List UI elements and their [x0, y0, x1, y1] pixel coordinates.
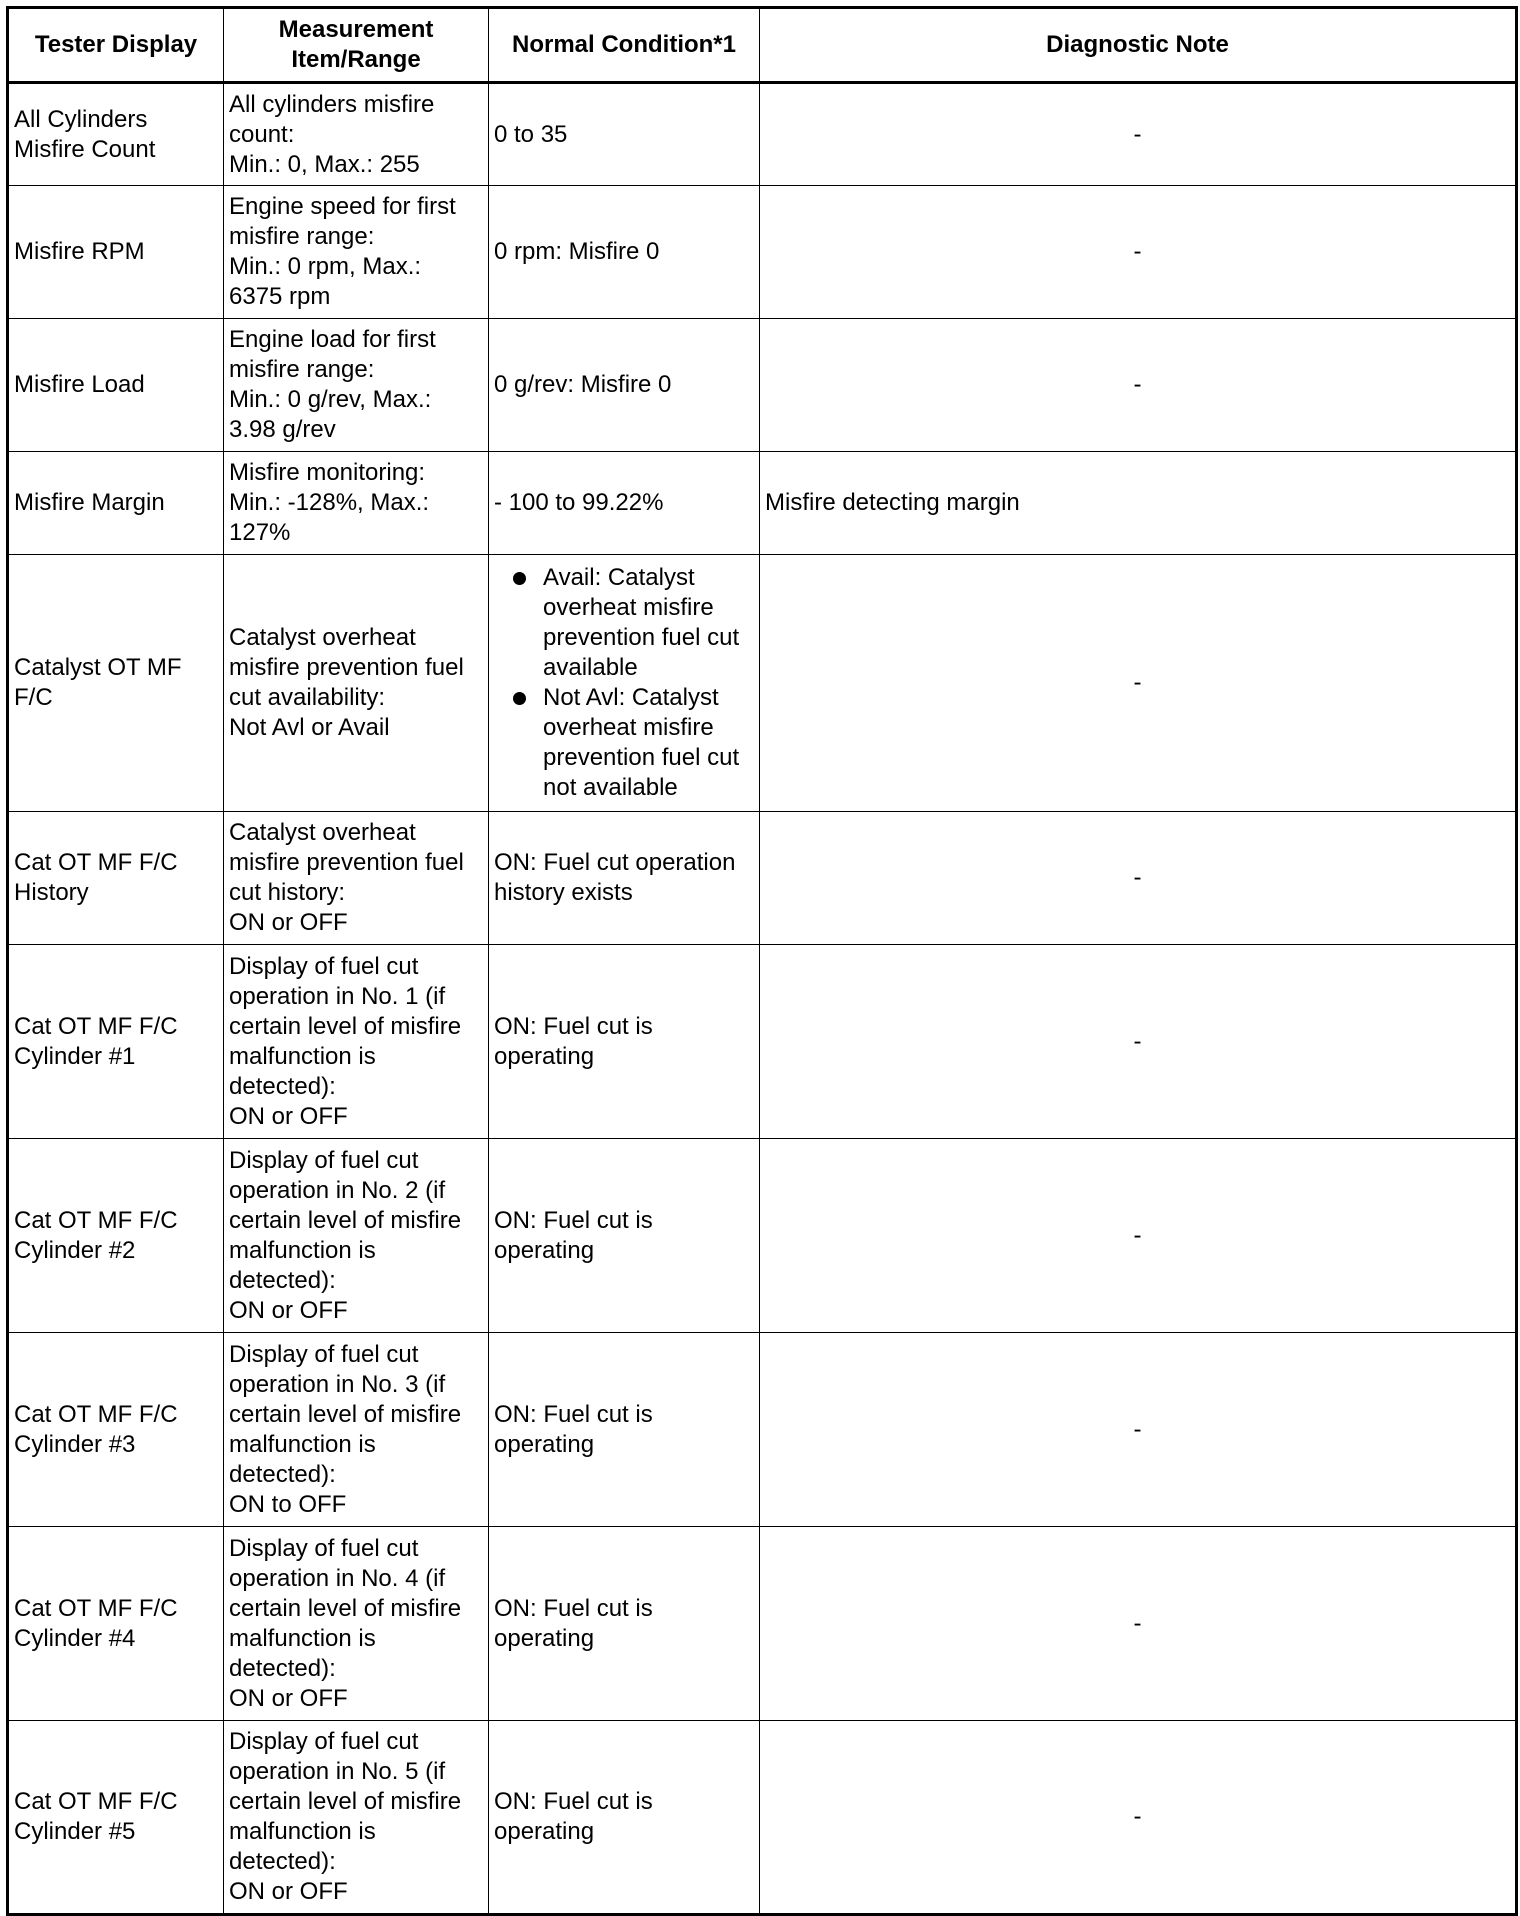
table-row [8, 83, 1517, 186]
header-tester-display: Tester Display [8, 8, 224, 83]
normal-condition-cell: ON: Fuel cut is operating [489, 1139, 760, 1333]
tester-display-cell: Misfire Load [8, 319, 224, 452]
diagnostic-note-cell: - [760, 555, 1517, 812]
list-item [494, 683, 754, 803]
measurement-cell: Display of fuel cut operation in No. 2 (if certain level of misfire malfunction is detected): ON or OFF [224, 1139, 489, 1333]
diagnostic-note-cell: - [760, 1139, 1517, 1333]
tester-display-cell: Catalyst OT MF F/C [8, 555, 224, 812]
measurement-cell: All cylinders misfire count: Min.: 0, Max.: 255 [224, 83, 489, 186]
table-row [8, 945, 1517, 1139]
bullet-icon [513, 572, 526, 585]
table-header [8, 8, 1517, 83]
header-measurement-item-range: Measurement Item/Range [224, 8, 489, 83]
tester-display-cell: Cat OT MF F/C Cylinder #4 [8, 1527, 224, 1721]
table-row [8, 1721, 1517, 1915]
measurement-cell: Catalyst overheat misfire prevention fuel cut history: ON or OFF [224, 812, 489, 945]
normal-condition-cell: 0 rpm: Misfire 0 [489, 186, 760, 319]
measurement-cell: Display of fuel cut operation in No. 3 (if certain level of misfire malfunction is detected): ON to OFF [224, 1333, 489, 1527]
table-row [8, 555, 1517, 812]
tester-display-cell: Cat OT MF F/C History [8, 812, 224, 945]
data-list-table [6, 6, 1518, 1916]
table-body [8, 83, 1517, 1915]
normal-condition-cell: - 100 to 99.22% [489, 452, 760, 555]
table-row [8, 319, 1517, 452]
list-item-text: Not Avl: Catalyst overheat misfire prevention fuel cut not available [543, 684, 740, 801]
normal-condition-cell [489, 555, 760, 812]
normal-condition-cell: ON: Fuel cut is operating [489, 1333, 760, 1527]
diagnostic-note-cell: - [760, 812, 1517, 945]
measurement-cell: Display of fuel cut operation in No. 5 (if certain level of misfire malfunction is detected): ON or OFF [224, 1721, 489, 1915]
diagnostic-note-cell: - [760, 945, 1517, 1139]
table-row [8, 1527, 1517, 1721]
measurement-cell: Engine speed for first misfire range: Min.: 0 rpm, Max.: 6375 rpm [224, 186, 489, 319]
tester-display-cell: Cat OT MF F/C Cylinder #1 [8, 945, 224, 1139]
normal-condition-cell: 0 to 35 [489, 83, 760, 186]
measurement-cell: Display of fuel cut operation in No. 1 (if certain level of misfire malfunction is detected): ON or OFF [224, 945, 489, 1139]
diagnostic-note-cell: Misfire detecting margin [760, 452, 1517, 555]
header-row [8, 8, 1517, 83]
normal-condition-list [494, 563, 754, 803]
measurement-cell: Display of fuel cut operation in No. 4 (if certain level of misfire malfunction is detected): ON or OFF [224, 1527, 489, 1721]
normal-condition-cell: ON: Fuel cut operation history exists [489, 812, 760, 945]
diagnostic-note-cell: - [760, 319, 1517, 452]
normal-condition-cell: 0 g/rev: Misfire 0 [489, 319, 760, 452]
diagnostic-note-cell: - [760, 1721, 1517, 1915]
diagnostic-note-cell: - [760, 186, 1517, 319]
table-row [8, 186, 1517, 319]
diagnostic-note-cell: - [760, 1333, 1517, 1527]
header-diagnostic-note: Diagnostic Note [760, 8, 1517, 83]
table-row [8, 452, 1517, 555]
normal-condition-cell: ON: Fuel cut is operating [489, 1721, 760, 1915]
tester-display-cell: Cat OT MF F/C Cylinder #5 [8, 1721, 224, 1915]
tester-display-cell: Misfire Margin [8, 452, 224, 555]
table-row [8, 1139, 1517, 1333]
tester-display-cell: Misfire RPM [8, 186, 224, 319]
list-item-text: Avail: Catalyst overheat misfire prevention fuel cut available [543, 564, 740, 681]
table-row [8, 812, 1517, 945]
tester-display-cell: All Cylinders Misfire Count [8, 83, 224, 186]
tester-display-cell: Cat OT MF F/C Cylinder #3 [8, 1333, 224, 1527]
diagnostic-note-cell: - [760, 83, 1517, 186]
measurement-cell: Catalyst overheat misfire prevention fuel cut availability: Not Avl or Avail [224, 555, 489, 812]
normal-condition-cell: ON: Fuel cut is operating [489, 945, 760, 1139]
list-item [494, 563, 754, 683]
measurement-cell: Engine load for first misfire range: Min.: 0 g/rev, Max.: 3.98 g/rev [224, 319, 489, 452]
tester-display-cell: Cat OT MF F/C Cylinder #2 [8, 1139, 224, 1333]
normal-condition-cell: ON: Fuel cut is operating [489, 1527, 760, 1721]
measurement-cell: Misfire monitoring: Min.: -128%, Max.: 127% [224, 452, 489, 555]
bullet-icon [513, 692, 526, 705]
header-normal-condition: Normal Condition*1 [489, 8, 760, 83]
diagnostic-note-cell: - [760, 1527, 1517, 1721]
table-row [8, 1333, 1517, 1527]
